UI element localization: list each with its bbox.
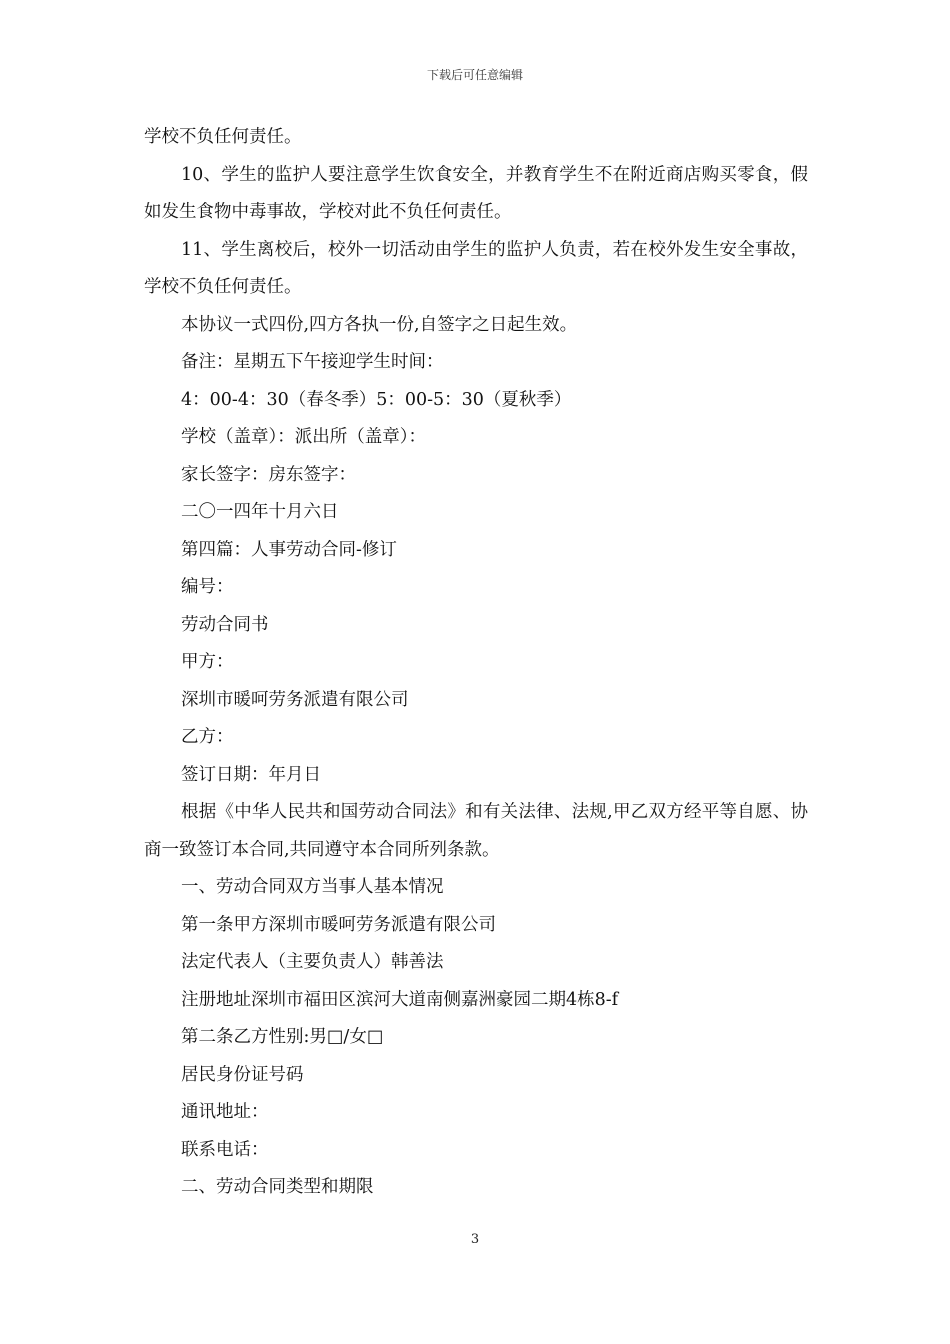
paragraph: 联系电话： — [181, 1139, 269, 1160]
page-header: 下载后可任意编辑 — [426, 68, 523, 82]
paragraph: 学校（盖章）：派出所（盖章）： — [181, 427, 426, 447]
paragraph: 备注：星期五下午接迎学生时间： — [181, 352, 444, 372]
paragraph: 编号： — [181, 577, 234, 597]
paragraph: 一、劳动合同双方当事人基本情况 — [181, 877, 444, 897]
paragraph: 第一条甲方深圳市暖呵劳务派遣有限公司 — [181, 914, 496, 935]
page-number: 3 — [470, 1232, 480, 1247]
paragraph: 法定代表人（主要负责人）韩善法 — [181, 952, 444, 972]
paragraph: 11、学生离校后，校外一切活动由学生的监护人负责，若在校外发生安全事故，学校不负任何责任。 — [144, 239, 808, 297]
paragraph: 二、劳动合同类型和期限 — [181, 1177, 374, 1197]
paragraph: 居民身份证号码 — [181, 1064, 304, 1085]
paragraph: 签订日期：年月日 — [181, 764, 321, 785]
paragraph: 本协议一式四份,四方各执一份,自签字之日起生效。 — [181, 314, 578, 335]
paragraph: 劳动合同书 — [181, 614, 269, 635]
paragraph: 4：00-4：30（春冬季）5：00-5：30（夏秋季） — [181, 389, 572, 410]
document-body — [144, 119, 808, 1207]
paragraph: 乙方： — [181, 727, 234, 747]
paragraph: 第四篇：人事劳动合同-修订 — [181, 539, 397, 560]
paragraph: 通讯地址： — [181, 1102, 269, 1122]
paragraph: 根据《中华人民共和国劳动合同法》和有关法律、法规,甲乙双方经平等自愿、协商一致签订本合同,共同遵守本合同所列条款。 — [144, 802, 808, 860]
paragraph: 甲方： — [181, 652, 234, 672]
paragraph: 10、学生的监护人要注意学生饮食安全，并教育学生不在附近商店购买零食，假如发生食物中毒事故，学校对此不负任何责任。 — [144, 164, 808, 222]
paragraph: 学校不负任何责任。 — [144, 127, 302, 147]
paragraph: 家长签字：房东签字： — [181, 464, 356, 485]
paragraph: 深圳市暖呵劳务派遣有限公司 — [181, 689, 409, 710]
paragraph: 第二条乙方性别:男□/女□ — [181, 1027, 384, 1047]
paragraph: 二〇一四年十月六日 — [181, 502, 339, 522]
paragraph: 注册地址深圳市福田区滨河大道南侧嘉洲豪园二期4栋8-f — [181, 989, 619, 1010]
